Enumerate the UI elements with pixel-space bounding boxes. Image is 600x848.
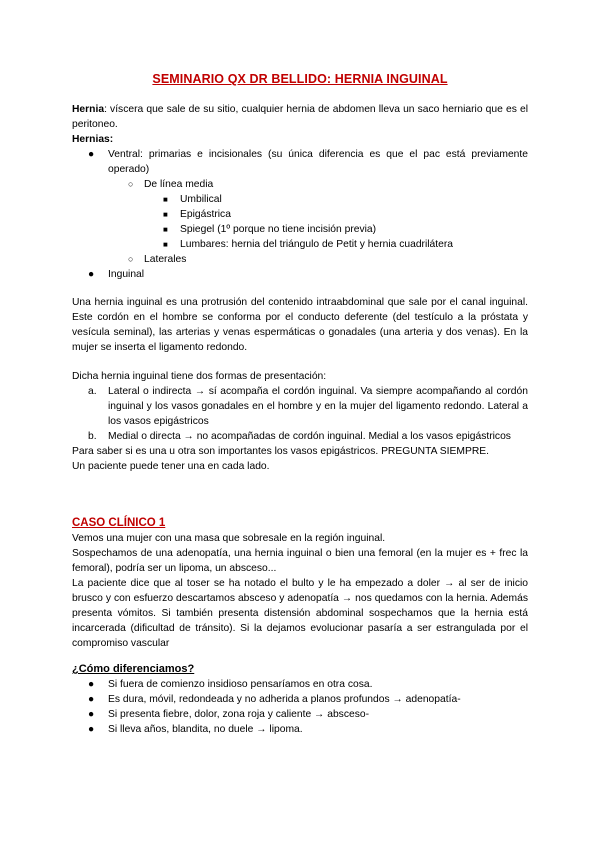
square-marker: ■ — [163, 195, 168, 204]
document-title: SEMINARIO QX DR BELLIDO: HERNIA INGUINAL — [152, 72, 448, 86]
list-item-text: Lumbares: hernia del triángulo de Petit y hernia cuadrilátera — [180, 239, 454, 250]
list-item — [72, 707, 528, 722]
formas-section — [72, 369, 528, 474]
circle-marker: ○ — [128, 179, 134, 189]
square-marker: ■ — [163, 225, 168, 234]
caso-section — [72, 516, 528, 651]
forma-medial — [72, 429, 528, 444]
caso-line-3: La paciente dice que al toser se ha notado el bulto y le ha empezado a doler → al ser de inicio brusco y con esfuerzo descartamos absceso y adenopatía → nos quedamos con la hernia. Además presenta vómitos. Si también presenta distensión abdominal sospechamos que la hernia está incarcerada (dificultad de tránsito). Si la dejamos evolucionar pasaría a ser estrangulada por el compromiso vascular — [72, 578, 528, 649]
caso-line-2: Sospechamos de una adenopatía, una hernia inguinal o bien una femoral (en la mujer es + frec la femoral), podría ser un lipoma, un absceso... — [72, 548, 528, 574]
list-item-epigastrica — [72, 207, 528, 222]
list-item-text: Lateral o indirecta → sí acompaña el cordón inguinal. Va siempre acompañando al cordón inguinal y los vasos gonadales en el hombre y en la mujer del ligamento redondo. Lateral a los vasos epigástricos — [108, 386, 528, 427]
inguinal-section — [72, 295, 528, 355]
bullet-marker: ● — [88, 694, 95, 705]
hernias-list — [72, 147, 528, 282]
hernia-definition-text: : víscera que sale de su sitio, cualquier hernia de abdomen lleva un saco herniario que es el peritoneo. — [72, 104, 528, 130]
list-item-text: Si presenta fiebre, dolor, zona roja y caliente → absceso- — [108, 709, 369, 720]
list-item-text: Medial o directa → no acompañadas de cordón inguinal. Medial a los vasos epigástricos — [108, 431, 511, 442]
diferenciamos-title: ¿Cómo diferenciamos? — [72, 663, 195, 675]
list-item-inguinal — [72, 267, 528, 282]
list-item — [72, 692, 528, 707]
list-item-text: De línea media — [144, 179, 214, 190]
bullet-marker: ● — [88, 724, 95, 735]
bullet-marker: ● — [88, 269, 95, 280]
bullet-marker: ● — [88, 709, 95, 720]
list-item-linea-media — [72, 177, 528, 192]
list-item — [72, 722, 528, 737]
list-item-text: Laterales — [144, 254, 187, 265]
hernia-term: Hernia — [72, 104, 105, 115]
hernia-definition — [72, 102, 528, 132]
diferenciamos-list — [72, 677, 528, 737]
formas-intro: Dicha hernia inguinal tiene dos formas de presentación: — [72, 371, 327, 382]
hernias-heading-text: Hernias: — [72, 134, 114, 145]
inguinal-paragraph: Una hernia inguinal es una protrusión del contenido intraabdominal que sale por el canal inguinal. Este cordón en el hombre se conforma por el conducto deferente (del testículo a la próstata y vesícula seminal), las arterias y venas espermáticas o gonadales (una arteria y dos venas). En la mujer se inserta el ligamento redondo. — [72, 297, 528, 353]
list-marker: b. — [88, 431, 97, 442]
list-item-text: Spiegel (1º porque no tiene incisión previa) — [180, 224, 377, 235]
square-marker: ■ — [163, 240, 168, 249]
list-item-umbilical — [72, 192, 528, 207]
caso-title: CASO CLÍNICO 1 — [72, 517, 166, 529]
square-marker: ■ — [163, 210, 168, 219]
circle-marker: ○ — [128, 254, 134, 264]
definition-section — [72, 102, 528, 282]
saber-paragraph: Para saber si es una u otra son importantes los vasos epigástricos. PREGUNTA SIEMPRE. — [72, 446, 490, 457]
list-item — [72, 677, 528, 692]
caso-line-1: Vemos una mujer con una masa que sobresale en la región inguinal. — [72, 533, 386, 544]
paciente-paragraph: Un paciente puede tener una en cada lado. — [72, 461, 270, 472]
list-item-lumbares — [72, 237, 528, 252]
diferenciamos-section — [72, 662, 528, 737]
bullet-marker: ● — [88, 149, 95, 160]
list-item-text: Ventral: primarias e incisionales (su única diferencia es que el pac está previamente operado) — [108, 149, 528, 175]
list-item-text: Es dura, móvil, redondeada y no adherida a planos profundos → adenopatía- — [108, 694, 461, 705]
list-marker: a. — [88, 386, 97, 397]
list-item-text: Epigástrica — [180, 209, 231, 220]
list-item-text: Umbilical — [180, 194, 222, 205]
list-item-text: Si lleva años, blandita, no duele → lipoma. — [108, 724, 303, 735]
list-item-text: Inguinal — [108, 269, 145, 280]
list-item-spiegel — [72, 222, 528, 237]
forma-lateral — [72, 384, 528, 429]
bullet-marker: ● — [88, 679, 95, 690]
hernias-heading — [72, 132, 528, 147]
list-item-laterales — [72, 252, 528, 267]
formas-list — [72, 384, 528, 444]
list-item-text: Si fuera de comienzo insidioso pensaríamos en otra cosa. — [108, 679, 373, 690]
list-item-ventral — [72, 147, 528, 177]
